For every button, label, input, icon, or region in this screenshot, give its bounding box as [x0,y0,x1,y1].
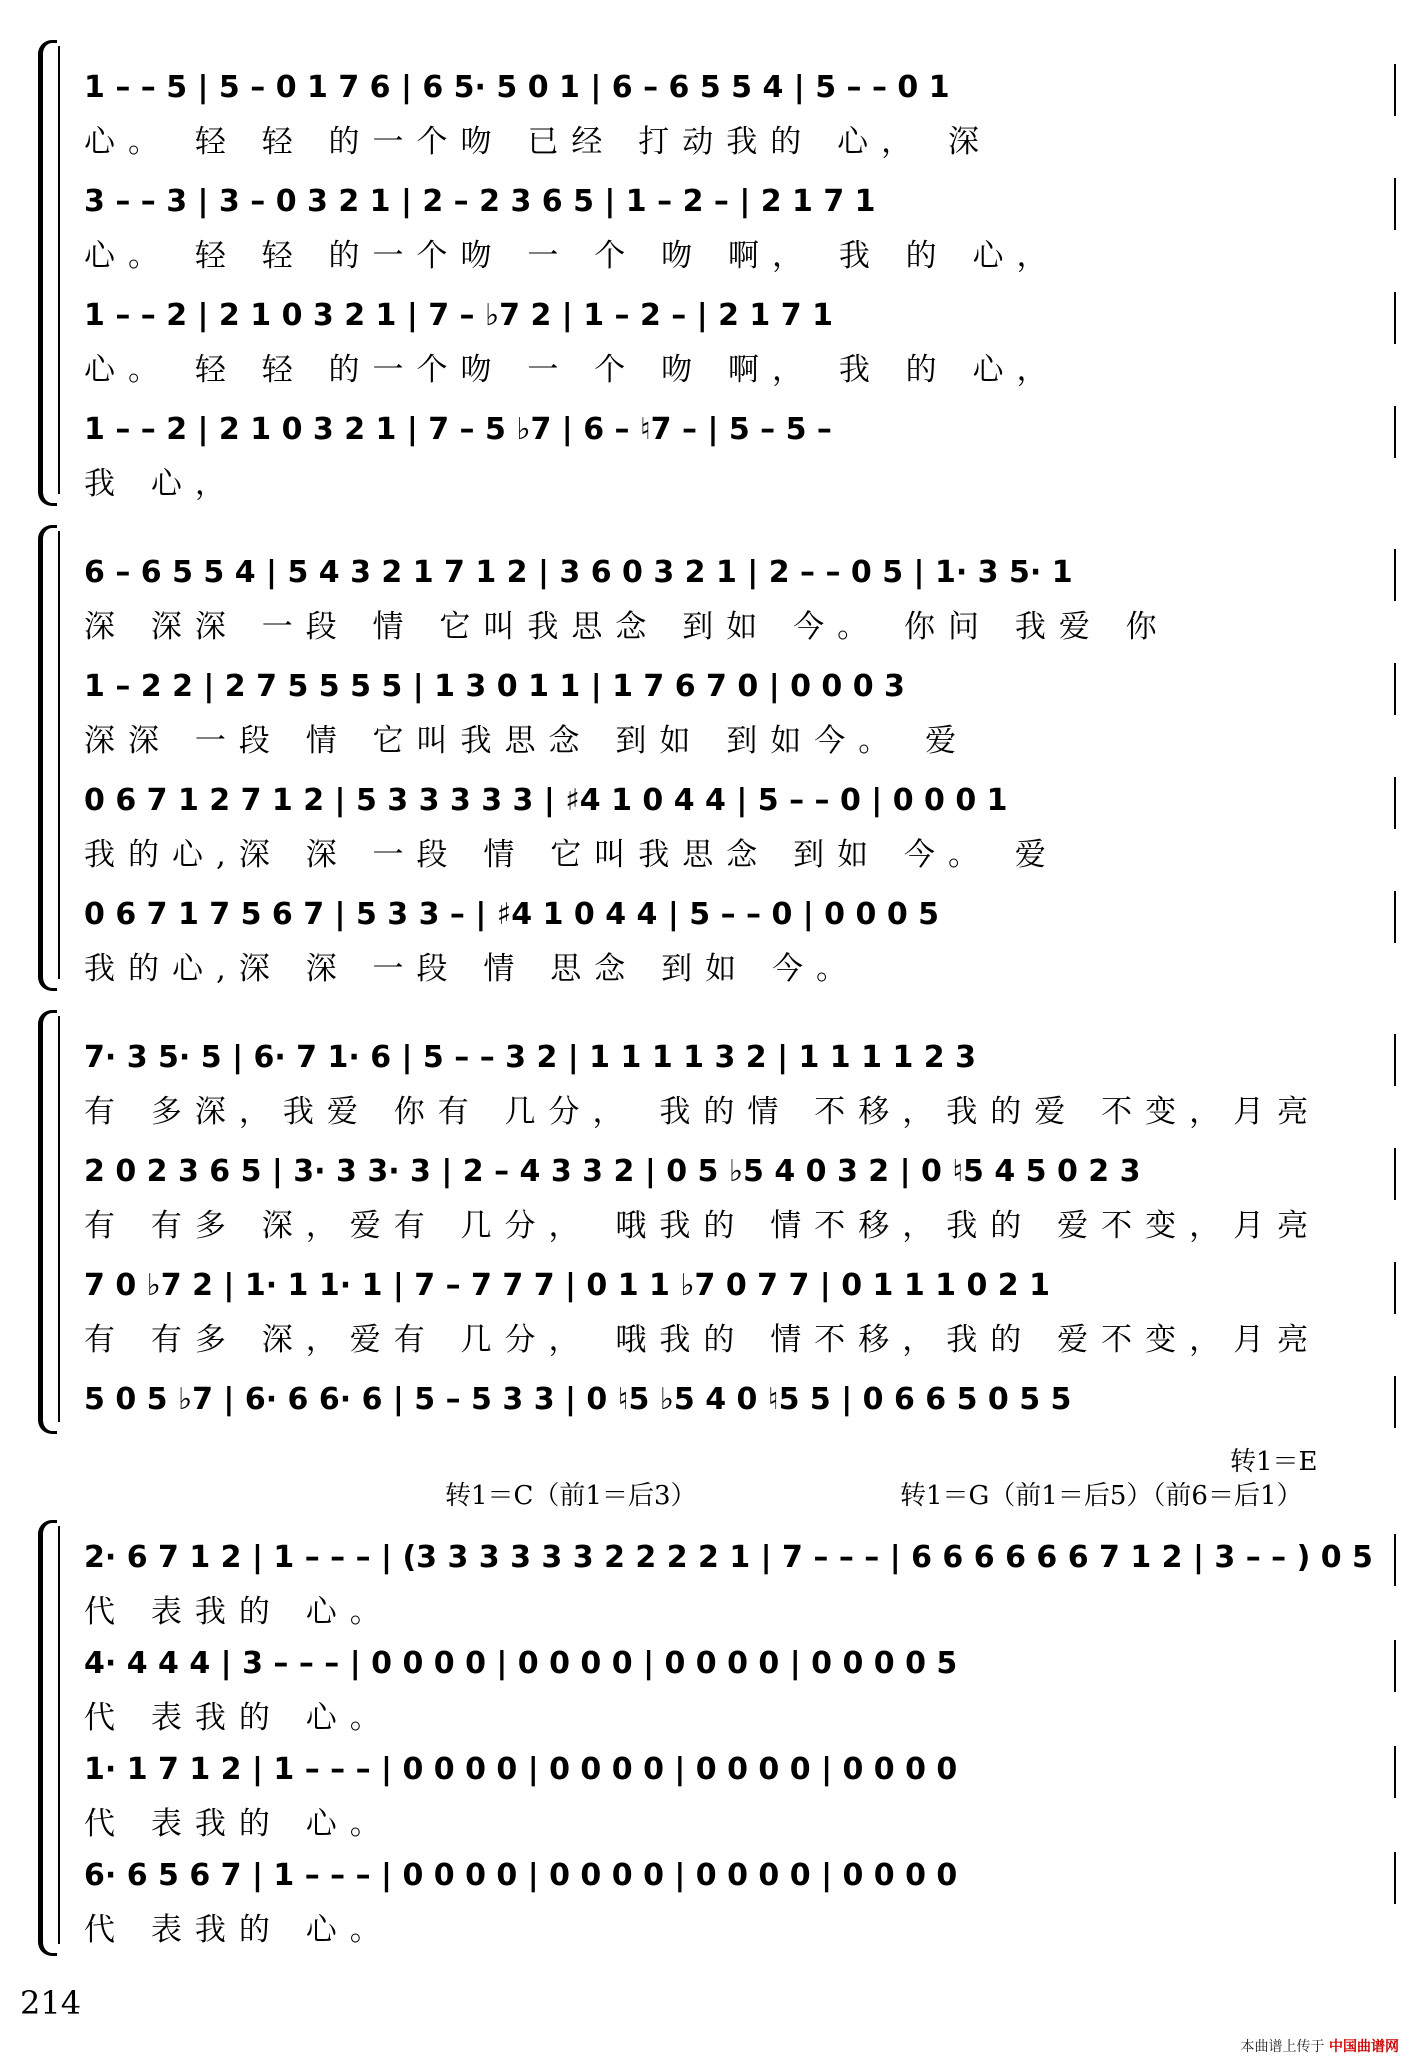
staff-part-4 [70,1372,1395,1432]
lyrics-line: 心。 轻 轻 的一个吻 已经 打动我的 心， 深 [84,124,992,160]
barline [1394,1262,1396,1314]
barline [1394,549,1396,601]
barline [1394,777,1396,829]
lyrics-line: 深深 一段 情 它叫我思念 到如 到如今。 爱 [84,723,970,759]
barline [1394,1852,1396,1904]
barline [1394,891,1396,943]
notation-line: 1· 1 7 1 2 | 1 – – – | 0 0 0 0 | 0 0 0 0 | 0 0 0 0 | 0 0 0 0 [84,1752,958,1787]
score-system-4 [20,1520,1395,1960]
barline [1394,1034,1396,1086]
notation-line: 1 – 2 2 | 2 7 5 5 5 5 | 1 3 0 1 1 | 1 7 6 7 0 | 0 0 0 3 [84,669,905,704]
lyrics-line: 心。 轻 轻 的一个吻 一 个 吻 啊， 我 的 心， [84,352,1061,388]
staff-part-3 [70,1742,1395,1858]
notation-line: 7 0 ♭7 2 | 1· 1 1· 1 | 7 – 7 7 7 | 0 1 1 ♭7 0 7 7 | 0 1 1 1 0 2 1 [84,1268,1050,1303]
system-bracket [38,525,57,991]
staff-part-1 [70,1530,1395,1646]
barline [1394,1148,1396,1200]
system-line [58,1016,60,1422]
upload-credit-prefix: 本曲谱上传于 [1240,2039,1325,2055]
notation-line: 0 6 7 1 7 5 6 7 | 5 3 3 – | ♯4 1 0 4 4 | 5 – – 0 | 0 0 0 5 [84,897,940,932]
system-line [58,531,60,979]
barline [1394,1534,1396,1586]
staff-part-2 [70,1636,1395,1752]
system-line [58,46,60,494]
staff-part-1 [70,1030,1395,1146]
lyrics-line: 代 表我的 心。 [84,1806,394,1842]
score-system-3 [20,1010,1395,1440]
lyrics-line: 代 表我的 心。 [84,1594,394,1630]
staff-part-1 [70,545,1395,661]
key-change-c: 转1＝C（前1＝后3） [445,1481,697,1511]
lyrics-line: 有 有多 深，爱有 几分， 哦我的 情不移，我的 爱不变，月亮 [84,1208,1322,1244]
staff-part-2 [70,659,1395,775]
notation-line: 3 – – 3 | 3 – 0 3 2 1 | 2 – 2 3 6 5 | 1 – 2 – | 2 1 7 1 [84,184,876,219]
system-bracket [38,40,57,506]
lyrics-line: 我 心， [84,466,239,502]
notation-line: 6· 6 5 6 7 | 1 – – – | 0 0 0 0 | 0 0 0 0 | 0 0 0 0 | 0 0 0 0 [84,1858,958,1893]
staff-part-4 [70,1848,1395,1964]
staff-part-2 [70,1144,1395,1260]
lyrics-line: 我的心,深 深 一段 情 思念 到如 今。 [84,951,860,987]
notation-line: 0 6 7 1 2 7 1 2 | 5 3 3 3 3 3 | ♯4 1 0 4 4 | 5 – – 0 | 0 0 0 1 [84,783,1008,818]
lyrics-line: 代 表我的 心。 [84,1700,394,1736]
lyrics-line: 有 多深，我爱 你有 几分， 我的情 不移，我的爱 不变，月亮 [84,1094,1322,1130]
notation-line: 1 – – 2 | 2 1 0 3 2 1 | 7 – ♭7 2 | 1 – 2 – | 2 1 7 1 [84,298,833,333]
staff-part-4 [70,402,1395,518]
notation-line: 1 – – 5 | 5 – 0 1 7 6 | 6 5· 5 0 1 | 6 – 6 5 5 4 | 5 – – 0 1 [84,70,950,105]
staff-part-3 [70,288,1395,404]
barline [1394,292,1396,344]
lyrics-line: 代 表我的 心。 [84,1912,394,1948]
staff-part-3 [70,1258,1395,1374]
lyrics-line: 我的心,深 深 一段 情 它叫我思念 到如 今。 爱 [84,837,1059,873]
notation-line: 2· 6 7 1 2 | 1 – – – | (3 3 3 3 3 3 2 2 2 2 1 | 7 – – – | 6 6 6 6 6 6 7 1 2 | 3 – – ) 0 5 [84,1540,1373,1575]
notation-line: 2 0 2 3 6 5 | 3· 3 3· 3 | 2 – 4 3 3 2 | 0 5 ♭5 4 0 3 2 | 0 ♮5 4 5 0 2 3 [84,1154,1141,1189]
staff-part-4 [70,887,1395,1003]
system-bracket [38,1520,57,1956]
notation-line: 4· 4 4 4 | 3 – – – | 0 0 0 0 | 0 0 0 0 | 0 0 0 0 | 0 0 0 0 5 [84,1646,958,1681]
system-line [58,1526,60,1944]
site-logo: 中国曲谱网 [1329,2039,1399,2055]
barline [1394,1376,1396,1428]
score-system-2 [20,525,1395,995]
barline [1394,1746,1396,1798]
barline [1394,178,1396,230]
lyrics-line: 深 深深 一段 情 它叫我思念 到如 今。 你问 我爱 你 [84,609,1170,645]
barline [1394,406,1396,458]
staff-part-2 [70,174,1395,290]
staff-part-1 [70,60,1395,176]
notation-line: 6 – 6 5 5 4 | 5 4 3 2 1 7 1 2 | 3 6 0 3 2 1 | 2 – – 0 5 | 1· 3 5· 1 [84,555,1073,590]
page-number: 214 [20,1984,82,2022]
system-bracket [38,1010,57,1434]
barline [1394,1640,1396,1692]
lyrics-line: 心。 轻 轻 的一个吻 一 个 吻 啊， 我 的 心， [84,238,1061,274]
score-system-1 [20,40,1395,510]
notation-line: 1 – – 2 | 2 1 0 3 2 1 | 7 – 5 ♭7 | 6 – ♮7 – | 5 – 5 – [84,412,832,447]
upload-credit [1241,2036,1399,2056]
barline [1394,64,1396,116]
lyrics-line: 有 有多 深，爱有 几分， 哦我的 情不移，我的 爱不变，月亮 [84,1322,1322,1358]
key-change-g: 转1＝G（前1＝后5）（前6＝后1） [900,1481,1303,1511]
notation-line: 7· 3 5· 5 | 6· 7 1· 6 | 5 – – 3 2 | 1 1 1 1 3 2 | 1 1 1 1 2 3 [84,1040,976,1075]
notation-line: 5 0 5 ♭7 | 6· 6 6· 6 | 5 – 5 3 3 | 0 ♮5 ♭5 4 0 ♮5 5 | 0 6 6 5 0 5 5 [84,1382,1072,1417]
barline [1394,663,1396,715]
key-change-e: 转1＝E [1230,1447,1318,1477]
staff-part-3 [70,773,1395,889]
